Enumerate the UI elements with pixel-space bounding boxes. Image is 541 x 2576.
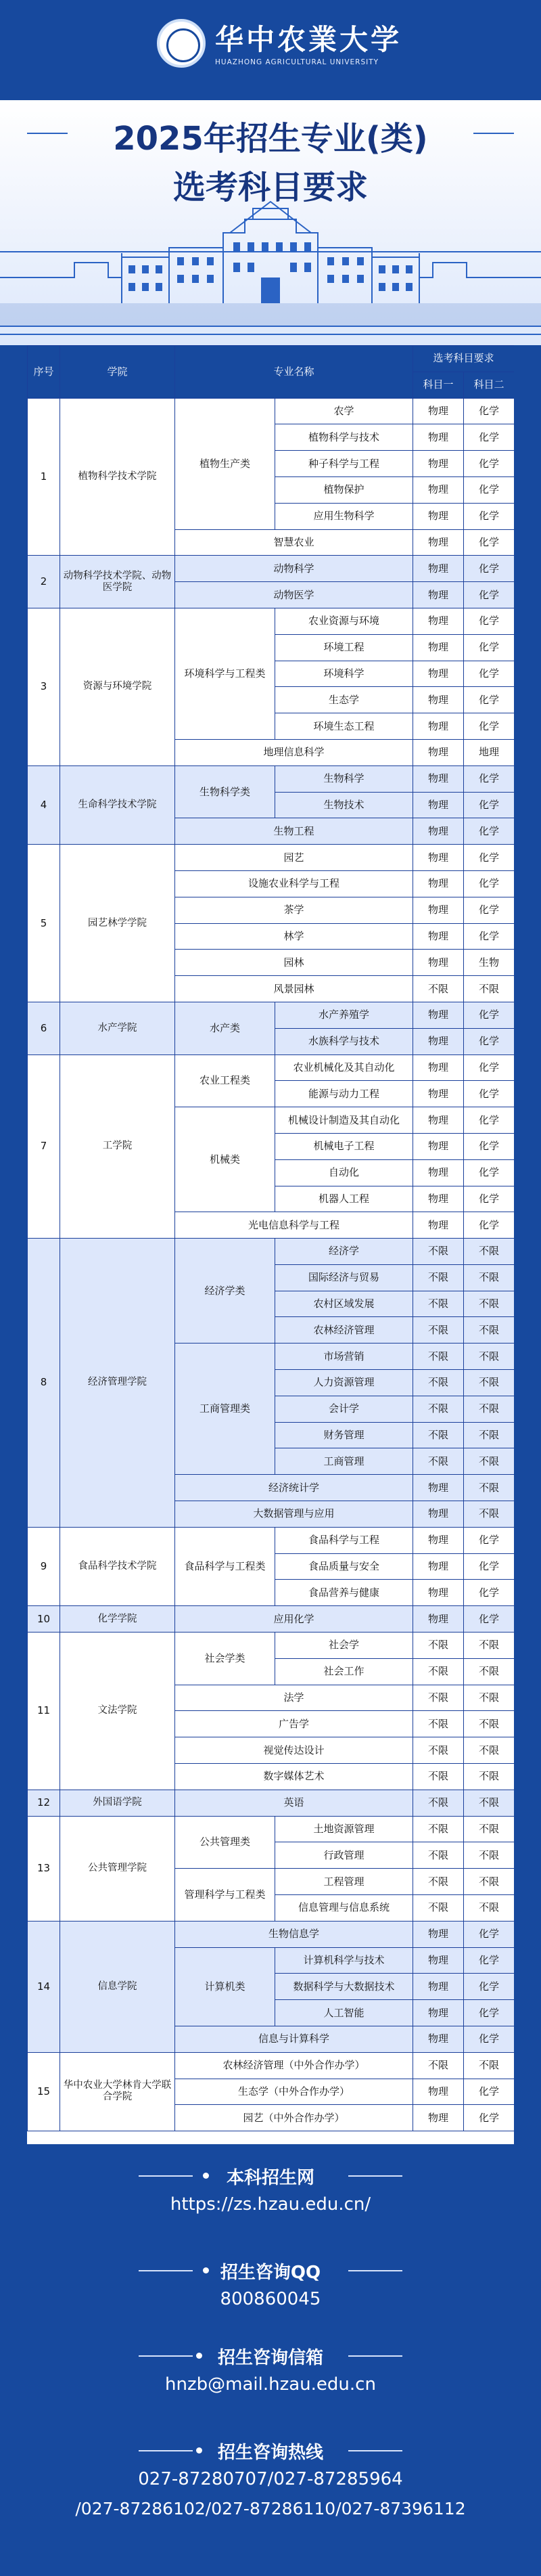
subject2-value: 化学 [464,818,514,845]
major-name: 财务管理 [275,1422,413,1448]
subject1-value: 物理 [413,713,464,740]
subject2-value: 化学 [464,845,514,871]
subject1-value: 物理 [413,1159,464,1186]
mail-address[interactable]: hnzb@mail.hzau.edu.cn [165,2374,376,2395]
subject2-value: 化学 [464,1580,514,1606]
subject1-value: 物理 [413,687,464,713]
subject1-value: 不限 [413,1790,464,1816]
major-name: 动物医学 [175,582,413,608]
header-major: 专业名称 [175,346,413,399]
major-name: 社会学 [275,1633,413,1659]
subject2-value: 化学 [464,1921,514,1947]
subject1-value: 不限 [413,1239,464,1265]
subject1-value: 不限 [413,1396,464,1422]
subject1-value: 不限 [413,1422,464,1448]
subject1-value: 不限 [413,1317,464,1343]
subject1-value: 物理 [413,765,464,792]
table-row [28,1002,515,1028]
major-name: 数据科学与大数据技术 [275,1974,413,2000]
major-name: 生态学（中外合作办学） [175,2079,413,2105]
subject1-value: 物理 [413,818,464,845]
subject1-value: 物理 [413,476,464,503]
major-name: 工程管理 [275,1869,413,1895]
subject1-value: 物理 [413,2026,464,2053]
table-row [28,556,515,582]
row-number: 9 [28,1527,60,1605]
major-name: 社会工作 [275,1658,413,1685]
subject1-value: 物理 [413,1580,464,1606]
subject1-value: 物理 [413,503,464,529]
major-name: 食品质量与安全 [275,1553,413,1580]
subject1-value: 物理 [413,1081,464,1107]
subject1-value: 物理 [413,950,464,976]
subject1-value: 不限 [413,976,464,1002]
subject2-value: 不限 [464,1317,514,1343]
college-name: 化学学院 [60,1606,175,1633]
subject1-value: 物理 [413,1186,464,1212]
subject2-value: 不限 [464,1658,514,1685]
subject1-value: 物理 [413,1921,464,1947]
major-name: 动物科学 [175,556,413,582]
major-name: 水族科学与技术 [275,1028,413,1054]
subject2-value: 化学 [464,503,514,529]
subject1-value: 物理 [413,451,464,477]
subject1-value: 物理 [413,529,464,556]
table-row [28,608,515,634]
subject2-value: 化学 [464,687,514,713]
subject2-value: 生物 [464,950,514,976]
major-name: 农林经济管理（中外合作办学） [175,2052,413,2079]
table-row [28,1054,515,1081]
subject2-value: 地理 [464,739,514,765]
header-college: 学院 [60,346,175,399]
major-name: 茶学 [175,897,413,923]
college-name: 食品科学技术学院 [60,1527,175,1605]
row-number: 4 [28,765,60,844]
major-name: 水产养殖学 [275,1002,413,1028]
website-url[interactable]: https://zs.hzau.edu.cn/ [170,2194,371,2215]
subject1-value: 不限 [413,1633,464,1659]
subject2-value: 不限 [464,1790,514,1816]
subject1-value: 物理 [413,1212,464,1239]
major-name: 能源与动力工程 [275,1081,413,1107]
subject2-value: 化学 [464,1974,514,2000]
subject1-value: 不限 [413,1343,464,1370]
major-name: 大数据管理与应用 [175,1501,413,1528]
major-category: 经济学类 [175,1239,275,1343]
college-name: 资源与环境学院 [60,608,175,765]
major-name: 广告学 [175,1711,413,1737]
subject2-value: 不限 [464,1239,514,1265]
subject1-value: 物理 [413,845,464,871]
major-name: 林学 [175,923,413,950]
row-number: 5 [28,845,60,1002]
major-name: 人力资源管理 [275,1370,413,1396]
subject1-value: 不限 [413,1869,464,1895]
major-name: 视觉传达设计 [175,1737,413,1764]
subject2-value: 化学 [464,1133,514,1159]
qq-number: 800860045 [220,2289,321,2309]
major-name: 机械电子工程 [275,1133,413,1159]
subject1-value: 不限 [413,1370,464,1396]
table-row [28,398,515,424]
subject1-value: 不限 [413,1816,464,1842]
major-name: 应用化学 [175,1606,413,1633]
subject2-value: 化学 [464,1947,514,1974]
title-banner [0,100,541,345]
row-number: 1 [28,398,60,556]
table-row [28,1606,515,1633]
subject2-value: 化学 [464,897,514,923]
college-name: 华中农业大学林肯大学联合学院 [60,2052,175,2131]
subject1-value: 不限 [413,2052,464,2079]
university-name-en: HUAZHONG AGRICULTURAL UNIVERSITY [215,58,379,66]
subject1-value: 物理 [413,739,464,765]
major-category: 环境科学与工程类 [175,608,275,739]
major-name: 环境工程 [275,634,413,661]
college-name: 园艺林学学院 [60,845,175,1002]
major-category: 社会学类 [175,1633,275,1685]
subject2-value: 化学 [464,661,514,687]
row-number: 10 [28,1606,60,1633]
major-name: 食品营养与健康 [275,1580,413,1606]
subject1-value: 物理 [413,608,464,634]
subject2-value: 化学 [464,1107,514,1134]
table-row [28,1239,515,1265]
major-name: 风景园林 [175,976,413,1002]
major-name: 信息与计算科学 [175,2026,413,2053]
major-name: 自动化 [275,1159,413,1186]
major-name: 会计学 [275,1396,413,1422]
major-category: 管理科学与工程类 [175,1869,275,1922]
major-category: 生物科学类 [175,765,275,818]
subject2-value: 不限 [464,1396,514,1422]
subject1-value: 不限 [413,1448,464,1475]
hotline-line1: 027-87280707/027-87285964 [138,2469,403,2489]
subject1-value: 不限 [413,1737,464,1764]
major-name: 生物工程 [175,818,413,845]
major-name: 农村区域发展 [275,1291,413,1317]
row-number: 14 [28,1921,60,2052]
subject2-value: 化学 [464,1186,514,1212]
major-name: 农学 [275,398,413,424]
table-row [28,1816,515,1842]
subject2-value: 不限 [464,1869,514,1895]
subject2-value: 不限 [464,1501,514,1528]
subject2-value: 不限 [464,1633,514,1659]
major-category: 机械类 [175,1107,275,1212]
table-row [28,2052,515,2079]
subject1-value: 物理 [413,1054,464,1081]
major-category: 工商管理类 [175,1343,275,1475]
major-name: 市场营销 [275,1343,413,1370]
major-name: 英语 [175,1790,413,1816]
major-name: 信息管理与信息系统 [275,1895,413,1922]
major-name: 生物信息学 [175,1921,413,1947]
subject1-value: 物理 [413,1947,464,1974]
subject2-value: 化学 [464,792,514,818]
subject2-value: 不限 [464,1895,514,1922]
table-row [28,1790,515,1816]
subject1-value: 物理 [413,582,464,608]
major-name: 园林 [175,950,413,976]
major-name: 经济统计学 [175,1475,413,1501]
row-number: 3 [28,608,60,765]
major-name: 光电信息科学与工程 [175,1212,413,1239]
major-name: 法学 [175,1685,413,1711]
subject1-value: 物理 [413,1553,464,1580]
subject2-value: 化学 [464,870,514,897]
major-name: 生物科学 [275,765,413,792]
major-name: 农业机械化及其自动化 [275,1054,413,1081]
subject2-value: 化学 [464,608,514,634]
subject2-value: 不限 [464,976,514,1002]
college-name: 植物科学技术学院 [60,398,175,556]
subject2-value: 化学 [464,2079,514,2105]
major-category: 公共管理类 [175,1816,275,1869]
page-title-line2: 选考科目要求 [172,169,368,206]
header-subject2: 科目二 [464,372,514,398]
subject1-value: 不限 [413,1764,464,1790]
subject2-value: 化学 [464,1606,514,1633]
college-name: 文法学院 [60,1633,175,1790]
subject1-value: 物理 [413,1501,464,1528]
table-body [28,398,515,2131]
university-name-cn: 华中农業大学 [215,23,402,56]
subject2-value: 化学 [464,2000,514,2026]
subject2-value: 化学 [464,476,514,503]
subject2-value: 不限 [464,1343,514,1370]
college-name: 动物科学技术学院、动物医学院 [60,556,175,608]
header-requirements: 选考科目要求 [413,346,514,372]
subject2-value: 化学 [464,1002,514,1028]
subject2-value: 不限 [464,1448,514,1475]
subject2-value: 化学 [464,529,514,556]
table-row [28,1633,515,1659]
major-name: 农业资源与环境 [275,608,413,634]
subject2-value: 不限 [464,1370,514,1396]
subject1-value: 物理 [413,870,464,897]
major-name: 应用生物科学 [275,503,413,529]
major-name: 植物保护 [275,476,413,503]
subject1-value: 物理 [413,1606,464,1633]
subject2-value: 化学 [464,923,514,950]
major-name: 工商管理 [275,1448,413,1475]
major-name: 园艺（中外合作办学） [175,2105,413,2131]
major-name: 生物技术 [275,792,413,818]
row-number: 7 [28,1054,60,1239]
major-name: 国际经济与贸易 [275,1264,413,1291]
college-name: 外国语学院 [60,1790,175,1816]
major-category: 计算机类 [175,1947,275,2026]
subject1-value: 不限 [413,1685,464,1711]
table-row [28,1921,515,1947]
college-name: 经济管理学院 [60,1239,175,1528]
subject1-value: 物理 [413,398,464,424]
row-number: 2 [28,556,60,608]
major-name: 环境生态工程 [275,713,413,740]
header [0,0,541,100]
row-number: 15 [28,2052,60,2131]
major-name: 行政管理 [275,1842,413,1869]
university-seal-logo [157,19,206,68]
subject1-value: 物理 [413,556,464,582]
subject1-value: 不限 [413,1842,464,1869]
major-name: 农林经济管理 [275,1317,413,1343]
major-name: 经济学 [275,1239,413,1265]
subject1-value: 物理 [413,2079,464,2105]
subject2-value: 不限 [464,1737,514,1764]
subject2-value: 化学 [464,1081,514,1107]
subject1-value: 物理 [413,792,464,818]
subject1-value: 物理 [413,1107,464,1134]
subject1-value: 物理 [413,661,464,687]
table-row [28,765,515,792]
subject1-value: 不限 [413,1711,464,1737]
major-name: 地理信息科学 [175,739,413,765]
major-name: 计算机科学与技术 [275,1947,413,1974]
requirements-table [27,345,514,2144]
row-number: 6 [28,1002,60,1054]
hotline-line2: /027-87286102/027-87286110/027-87396112 [75,2499,466,2518]
subject1-value: 物理 [413,2105,464,2131]
subject1-value: 不限 [413,1264,464,1291]
subject1-value: 物理 [413,2000,464,2026]
major-name: 人工智能 [275,2000,413,2026]
major-name: 机器人工程 [275,1186,413,1212]
major-name: 机械设计制造及其自动化 [275,1107,413,1134]
major-name: 环境科学 [275,661,413,687]
row-number: 11 [28,1633,60,1790]
subject1-value: 不限 [413,1291,464,1317]
college-name: 工学院 [60,1054,175,1239]
row-number: 13 [28,1816,60,1921]
subject1-value: 物理 [413,1002,464,1028]
subject1-value: 不限 [413,1895,464,1922]
table-row [28,845,515,871]
subject2-value: 化学 [464,582,514,608]
subject1-value: 物理 [413,1527,464,1553]
subject2-value: 不限 [464,1711,514,1737]
subject2-value: 不限 [464,1422,514,1448]
qq-title: 招生咨询QQ [220,2263,321,2283]
subject2-value: 化学 [464,713,514,740]
subject2-value: 化学 [464,2026,514,2053]
subject2-value: 化学 [464,765,514,792]
major-category: 植物生产类 [175,398,275,529]
subject2-value: 化学 [464,1553,514,1580]
college-name: 信息学院 [60,1921,175,2052]
subject1-value: 物理 [413,1974,464,2000]
subject1-value: 物理 [413,897,464,923]
subject2-value: 化学 [464,398,514,424]
subject2-value: 化学 [464,1527,514,1553]
subject1-value: 物理 [413,1028,464,1054]
college-name: 水产学院 [60,1002,175,1054]
row-number: 12 [28,1790,60,1816]
subject2-value: 不限 [464,1685,514,1711]
subject2-value: 不限 [464,1764,514,1790]
major-name: 数字媒体艺术 [175,1764,413,1790]
subject2-value: 不限 [464,1816,514,1842]
subject1-value: 物理 [413,923,464,950]
subject2-value: 化学 [464,556,514,582]
subject1-value: 物理 [413,424,464,451]
subject2-value: 化学 [464,2105,514,2131]
mail-title: 招生咨询信箱 [217,2348,323,2368]
major-name: 食品科学与工程 [275,1527,413,1553]
subject2-value: 化学 [464,1028,514,1054]
subject2-value: 不限 [464,1842,514,1869]
header-subject1: 科目一 [413,372,464,398]
subject2-value: 化学 [464,634,514,661]
table-row [28,1527,515,1553]
subject1-value: 物理 [413,1475,464,1501]
major-category: 食品科学与工程类 [175,1527,275,1605]
subject1-value: 物理 [413,634,464,661]
major-name: 种子科学与工程 [275,451,413,477]
college-name: 生命科学技术学院 [60,765,175,844]
subject2-value: 化学 [464,451,514,477]
college-name: 公共管理学院 [60,1816,175,1921]
subject2-value: 不限 [464,1291,514,1317]
major-name: 设施农业科学与工程 [175,870,413,897]
subject2-value: 化学 [464,1054,514,1081]
major-name: 生态学 [275,687,413,713]
contact-section [0,2144,541,2576]
major-name: 智慧农业 [175,529,413,556]
subject2-value: 化学 [464,424,514,451]
subject2-value: 不限 [464,2052,514,2079]
header-no: 序号 [28,346,60,399]
major-name: 园艺 [175,845,413,871]
subject2-value: 化学 [464,1212,514,1239]
website-title: 本科招生网 [226,2168,314,2188]
major-name: 土地资源管理 [275,1816,413,1842]
page-title-line1: 2025年招生专业(类) [113,120,428,158]
hotline-title: 招生咨询热线 [217,2443,323,2463]
subject2-value: 不限 [464,1475,514,1501]
major-category: 农业工程类 [175,1054,275,1107]
major-category: 水产类 [175,1002,275,1054]
row-number: 8 [28,1239,60,1528]
subject2-value: 不限 [464,1264,514,1291]
subject1-value: 物理 [413,1133,464,1159]
subject2-value: 化学 [464,1159,514,1186]
major-name: 植物科学与技术 [275,424,413,451]
subject1-value: 不限 [413,1658,464,1685]
